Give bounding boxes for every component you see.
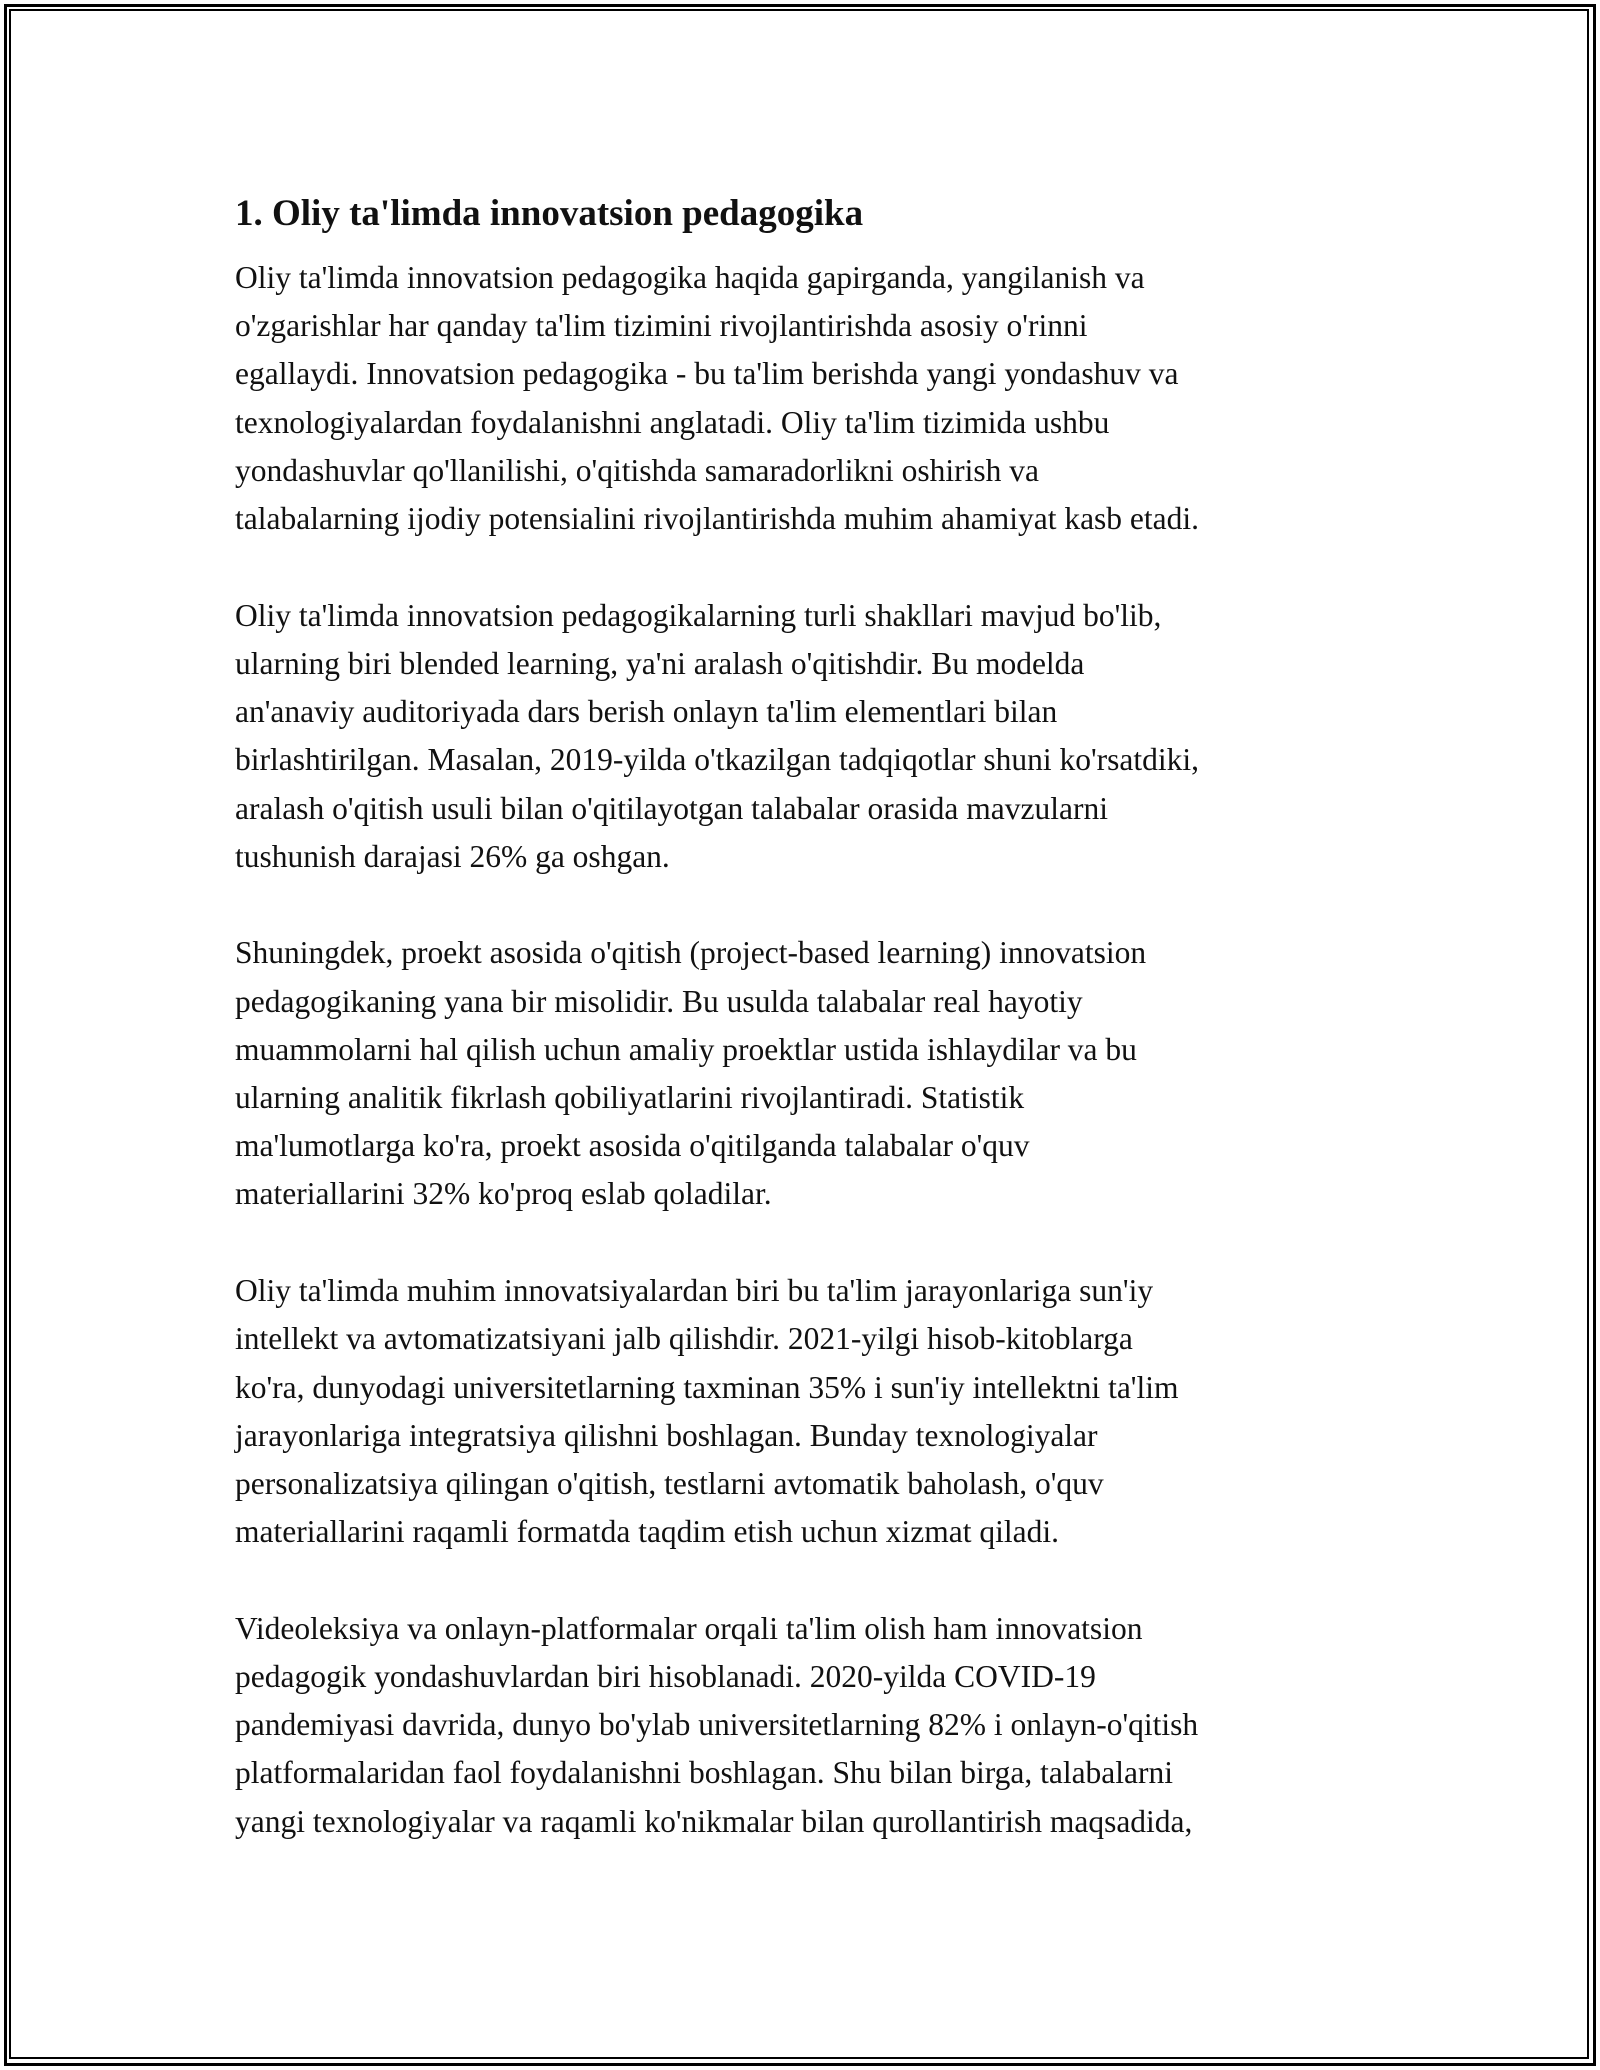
text-line: Oliy ta'limda muhim innovatsiyalardan biri bu ta'lim jarayonlariga sun'iy bbox=[235, 1273, 1154, 1309]
paragraph-4 bbox=[235, 1267, 1370, 1556]
text-line: yondashuvlar qo'llanilishi, o'qitishda samaradorlikni oshirish va bbox=[235, 452, 1039, 488]
text-line: an'anaviy auditoriyada dars berish onlayn ta'lim elementlari bilan bbox=[235, 694, 1058, 730]
text-line: ularning biri blended learning, ya'ni aralash o'qitishdir. Bu modelda bbox=[235, 645, 1085, 681]
text-line: jarayonlariga integratsiya qilishni boshlagan. Bunday texnologiyalar bbox=[235, 1417, 1098, 1453]
text-line: ko'ra, dunyodagi universitetlarning taxminan 35% i sun'iy intellektni ta'lim bbox=[235, 1369, 1179, 1405]
text-line: Oliy ta'limda innovatsion pedagogika haqida gapirganda, yangilanish va bbox=[235, 260, 1145, 295]
text-line: texnologiyalardan foydalanishni anglatadi. Oliy ta'lim tizimida ushbu bbox=[235, 404, 1110, 440]
text-line: pedagogikaning yana bir misolidir. Bu usulda talabalar real hayotiy bbox=[235, 983, 1083, 1019]
text-line: muammolarni hal qilish uchun amaliy proektlar ustida ishlaydilar va bu bbox=[235, 1031, 1137, 1067]
page-title: 1. Oliy ta'limda innovatsion pedagogika bbox=[235, 193, 864, 234]
text-line: egallaydi. Innovatsion pedagogika - bu ta'lim berishda yangi yondashuv va bbox=[235, 356, 1179, 392]
paragraph-1 bbox=[235, 254, 1370, 543]
text-line: ma'lumotlarga ko'ra, proekt asosida o'qitilganda talabalar o'quv bbox=[235, 1128, 1030, 1164]
text-line: Videoleksiya va onlayn-platformalar orqali ta'lim olish ham innovatsion bbox=[235, 1610, 1143, 1646]
paragraph-3 bbox=[235, 929, 1370, 1218]
text-line: personalizatsiya qilingan o'qitish, testlarni avtomatik baholash, o'quv bbox=[235, 1465, 1104, 1501]
text-line: platformalaridan faol foydalanishni boshlagan. Shu bilan birga, talabalarni bbox=[235, 1755, 1174, 1791]
text-line: intellekt va avtomatizatsiyani jalb qilishdir. 2021-yilgi hisob-kitoblarga bbox=[235, 1321, 1133, 1357]
text-line: Oliy ta'limda innovatsion pedagogikalarning turli shakllari mavjud bo'lib, bbox=[235, 597, 1162, 633]
paragraph-5 bbox=[235, 1605, 1370, 1846]
text-line: ularning analitik fikrlash qobiliyatlarini rivojlantiradi. Statistik bbox=[235, 1080, 1025, 1116]
document-body bbox=[235, 190, 1370, 1894]
text-line: Shuningdek, proekt asosida o'qitish (project-based learning) innovatsion bbox=[235, 935, 1147, 971]
text-line: aralash o'qitish usuli bilan o'qitilayotgan talabalar orasida mavzularni bbox=[235, 790, 1108, 826]
text-line: materiallarini raqamli formatda taqdim etish uchun xizmat qiladi. bbox=[235, 1514, 1059, 1550]
text-line: pandemiyasi davrida, dunyo bo'ylab universitetlarning 82% i onlayn-o'qitish bbox=[235, 1707, 1199, 1743]
text-line: yangi texnologiyalar va raqamli ko'nikmalar bilan qurollantirish maqsadida, bbox=[235, 1803, 1193, 1839]
paragraph-2 bbox=[235, 592, 1370, 881]
text-line: talabalarning ijodiy potensialini rivojlantirishda muhim ahamiyat kasb etadi. bbox=[235, 501, 1200, 537]
text-line: birlashtirilgan. Masalan, 2019-yilda o'tkazilgan tadqiqotlar shuni ko'rsatdiki, bbox=[235, 742, 1200, 778]
text-line: o'zgarishlar har qanday ta'lim tizimini rivojlantirishda asosiy o'rinni bbox=[235, 308, 1088, 344]
text-line: tushunish darajasi 26% ga oshgan. bbox=[235, 838, 670, 874]
text-line: pedagogik yondashuvlardan biri hisoblanadi. 2020-yilda COVID-19 bbox=[235, 1659, 1096, 1695]
text-line: materiallarini 32% ko'proq eslab qoladilar. bbox=[235, 1176, 772, 1212]
